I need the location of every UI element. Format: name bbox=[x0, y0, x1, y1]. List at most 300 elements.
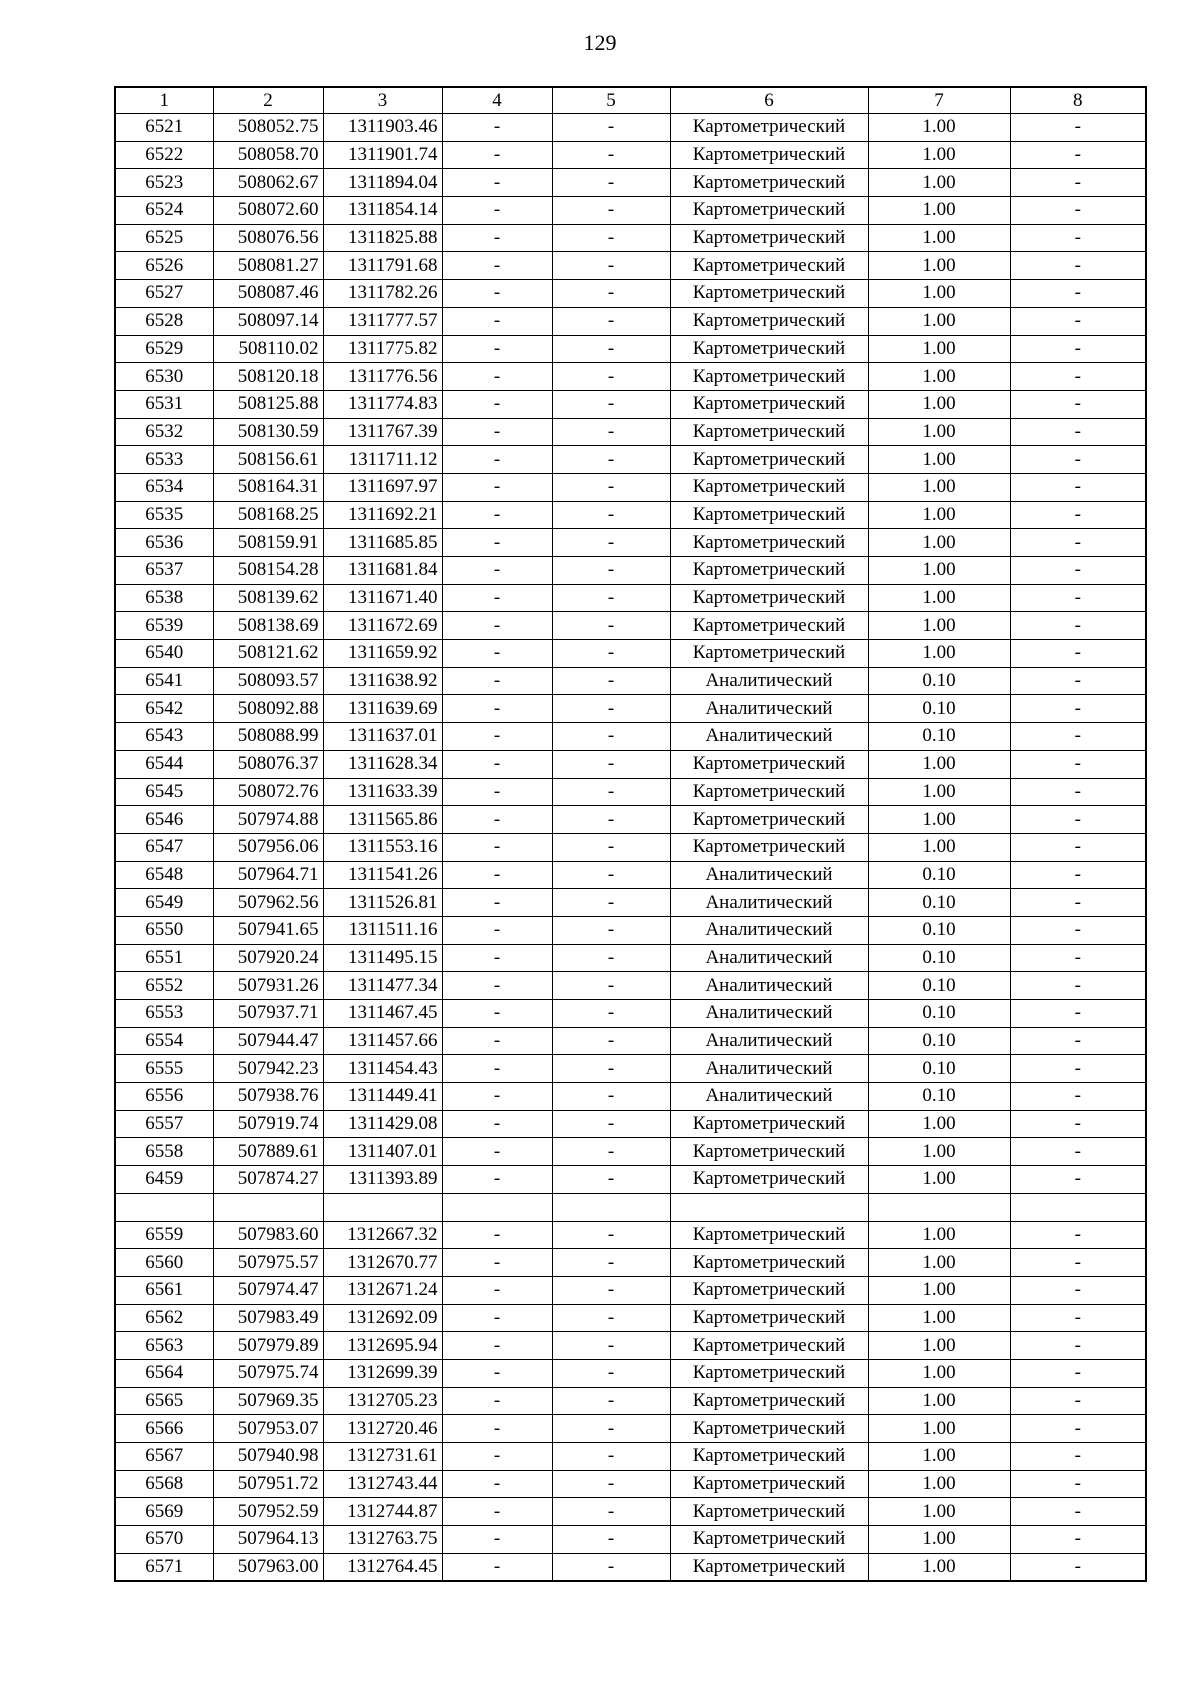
point-number-cell: 6550 bbox=[115, 916, 213, 944]
x-coordinate-cell: 507975.74 bbox=[213, 1359, 323, 1387]
point-number-cell: 6570 bbox=[115, 1526, 213, 1554]
point-number-cell: 6560 bbox=[115, 1249, 213, 1277]
point-number-cell: 6533 bbox=[115, 446, 213, 474]
y-coordinate-cell: 1312705.23 bbox=[323, 1387, 442, 1415]
column-4-cell: - bbox=[442, 889, 552, 917]
x-coordinate-cell: 507956.06 bbox=[213, 833, 323, 861]
y-coordinate-cell: 1311633.39 bbox=[323, 778, 442, 806]
point-number-cell bbox=[115, 1193, 213, 1221]
point-number-cell: 6542 bbox=[115, 695, 213, 723]
accuracy-cell: 1.00 bbox=[868, 1276, 1010, 1304]
column-4-cell: - bbox=[442, 1055, 552, 1083]
column-8-cell: - bbox=[1010, 1553, 1146, 1581]
column-4-cell: - bbox=[442, 197, 552, 225]
column-5-cell: - bbox=[552, 944, 670, 972]
column-8-cell: - bbox=[1010, 1027, 1146, 1055]
point-number-cell: 6563 bbox=[115, 1332, 213, 1360]
method-cell: Аналитический bbox=[670, 1055, 868, 1083]
x-coordinate-cell: 508120.18 bbox=[213, 363, 323, 391]
method-cell: Картометрический bbox=[670, 1498, 868, 1526]
y-coordinate-cell: 1312695.94 bbox=[323, 1332, 442, 1360]
column-4-cell: - bbox=[442, 916, 552, 944]
table-row bbox=[115, 1083, 1146, 1111]
column-8-cell: - bbox=[1010, 169, 1146, 197]
column-4-cell: - bbox=[442, 667, 552, 695]
table-row bbox=[115, 1055, 1146, 1083]
column-5-cell: - bbox=[552, 418, 670, 446]
method-cell: Картометрический bbox=[670, 778, 868, 806]
x-coordinate-cell: 507942.23 bbox=[213, 1055, 323, 1083]
y-coordinate-cell: 1311825.88 bbox=[323, 224, 442, 252]
accuracy-cell: 0.10 bbox=[868, 695, 1010, 723]
point-number-cell: 6556 bbox=[115, 1083, 213, 1111]
table-row bbox=[115, 224, 1146, 252]
column-4-cell: - bbox=[442, 224, 552, 252]
column-4-cell: - bbox=[442, 1138, 552, 1166]
column-4-cell: - bbox=[442, 1470, 552, 1498]
table-row bbox=[115, 473, 1146, 501]
column-4-cell: - bbox=[442, 1332, 552, 1360]
y-coordinate-cell: 1311775.82 bbox=[323, 335, 442, 363]
x-coordinate-cell: 508081.27 bbox=[213, 252, 323, 280]
column-8-cell: - bbox=[1010, 889, 1146, 917]
column-5-cell: - bbox=[552, 335, 670, 363]
accuracy-cell: 0.10 bbox=[868, 889, 1010, 917]
point-number-cell: 6523 bbox=[115, 169, 213, 197]
accuracy-cell: 1.00 bbox=[868, 584, 1010, 612]
point-number-cell: 6524 bbox=[115, 197, 213, 225]
column-4-cell: - bbox=[442, 557, 552, 585]
x-coordinate-cell: 508156.61 bbox=[213, 446, 323, 474]
column-header: 5 bbox=[552, 87, 670, 114]
method-cell: Картометрический bbox=[670, 1387, 868, 1415]
column-header: 8 bbox=[1010, 87, 1146, 114]
table-row bbox=[115, 1443, 1146, 1471]
x-coordinate-cell: 507963.00 bbox=[213, 1553, 323, 1581]
accuracy-cell: 1.00 bbox=[868, 640, 1010, 668]
point-number-cell: 6531 bbox=[115, 390, 213, 418]
x-coordinate-cell: 508138.69 bbox=[213, 612, 323, 640]
point-number-cell: 6548 bbox=[115, 861, 213, 889]
column-5-cell: - bbox=[552, 363, 670, 391]
method-cell: Картометрический bbox=[670, 280, 868, 308]
accuracy-cell: 1.00 bbox=[868, 307, 1010, 335]
method-cell: Аналитический bbox=[670, 1083, 868, 1111]
column-header: 4 bbox=[442, 87, 552, 114]
table-row bbox=[115, 1359, 1146, 1387]
column-5-cell: - bbox=[552, 141, 670, 169]
column-4-cell: - bbox=[442, 806, 552, 834]
method-cell: Картометрический bbox=[670, 529, 868, 557]
column-5-cell: - bbox=[552, 114, 670, 142]
y-coordinate-cell: 1312667.32 bbox=[323, 1221, 442, 1249]
accuracy-cell: 1.00 bbox=[868, 806, 1010, 834]
table-row bbox=[115, 1249, 1146, 1277]
accuracy-cell: 1.00 bbox=[868, 169, 1010, 197]
x-coordinate-cell: 507937.71 bbox=[213, 1000, 323, 1028]
column-4-cell: - bbox=[442, 695, 552, 723]
method-cell: Аналитический bbox=[670, 1000, 868, 1028]
table-row bbox=[115, 363, 1146, 391]
column-4-cell: - bbox=[442, 529, 552, 557]
column-4-cell: - bbox=[442, 1553, 552, 1581]
column-5-cell: - bbox=[552, 446, 670, 474]
table-row bbox=[115, 1000, 1146, 1028]
x-coordinate-cell: 508076.37 bbox=[213, 750, 323, 778]
point-number-cell: 6543 bbox=[115, 723, 213, 751]
table-row bbox=[115, 1304, 1146, 1332]
column-4-cell: - bbox=[442, 141, 552, 169]
point-number-cell: 6569 bbox=[115, 1498, 213, 1526]
column-5-cell: - bbox=[552, 169, 670, 197]
y-coordinate-cell: 1311791.68 bbox=[323, 252, 442, 280]
x-coordinate-cell: 507974.88 bbox=[213, 806, 323, 834]
column-4-cell: - bbox=[442, 1000, 552, 1028]
column-5-cell: - bbox=[552, 1304, 670, 1332]
column-5-cell: - bbox=[552, 1000, 670, 1028]
method-cell: Картометрический bbox=[670, 612, 868, 640]
point-number-cell: 6559 bbox=[115, 1221, 213, 1249]
x-coordinate-cell: 507944.47 bbox=[213, 1027, 323, 1055]
column-8-cell: - bbox=[1010, 667, 1146, 695]
y-coordinate-cell: 1311638.92 bbox=[323, 667, 442, 695]
column-5-cell: - bbox=[552, 529, 670, 557]
column-4-cell: - bbox=[442, 861, 552, 889]
column-8-cell: - bbox=[1010, 1415, 1146, 1443]
column-5-cell: - bbox=[552, 1249, 670, 1277]
point-number-cell: 6529 bbox=[115, 335, 213, 363]
y-coordinate-cell: 1312720.46 bbox=[323, 1415, 442, 1443]
point-number-cell: 6558 bbox=[115, 1138, 213, 1166]
table-row bbox=[115, 695, 1146, 723]
column-5-cell: - bbox=[552, 972, 670, 1000]
accuracy-cell: 1.00 bbox=[868, 557, 1010, 585]
column-5-cell: - bbox=[552, 750, 670, 778]
method-cell: Аналитический bbox=[670, 861, 868, 889]
method-cell: Картометрический bbox=[670, 114, 868, 142]
x-coordinate-cell: 508164.31 bbox=[213, 473, 323, 501]
x-coordinate-cell: 507974.47 bbox=[213, 1276, 323, 1304]
column-5-cell: - bbox=[552, 916, 670, 944]
table-row bbox=[115, 584, 1146, 612]
table-row bbox=[115, 114, 1146, 142]
y-coordinate-cell: 1311767.39 bbox=[323, 418, 442, 446]
column-5-cell: - bbox=[552, 833, 670, 861]
column-4-cell: - bbox=[442, 1221, 552, 1249]
column-5-cell: - bbox=[552, 1415, 670, 1443]
x-coordinate-cell: 508072.60 bbox=[213, 197, 323, 225]
table-row bbox=[115, 335, 1146, 363]
column-8-cell: - bbox=[1010, 1138, 1146, 1166]
accuracy-cell: 1.00 bbox=[868, 1221, 1010, 1249]
y-coordinate-cell: 1311854.14 bbox=[323, 197, 442, 225]
accuracy-cell: 1.00 bbox=[868, 1359, 1010, 1387]
column-4-cell: - bbox=[442, 1359, 552, 1387]
method-cell: Картометрический bbox=[670, 141, 868, 169]
column-4-cell: - bbox=[442, 1027, 552, 1055]
column-header: 6 bbox=[670, 87, 868, 114]
y-coordinate-cell: 1311454.43 bbox=[323, 1055, 442, 1083]
column-5-cell: - bbox=[552, 667, 670, 695]
point-number-cell: 6557 bbox=[115, 1110, 213, 1138]
point-number-cell: 6536 bbox=[115, 529, 213, 557]
method-cell: Картометрический bbox=[670, 1110, 868, 1138]
method-cell: Картометрический bbox=[670, 1304, 868, 1332]
y-coordinate-cell: 1311777.57 bbox=[323, 307, 442, 335]
x-coordinate-cell: 507983.60 bbox=[213, 1221, 323, 1249]
y-coordinate-cell: 1312743.44 bbox=[323, 1470, 442, 1498]
y-coordinate-cell bbox=[323, 1193, 442, 1221]
column-8-cell: - bbox=[1010, 723, 1146, 751]
point-number-cell: 6538 bbox=[115, 584, 213, 612]
y-coordinate-cell: 1311449.41 bbox=[323, 1083, 442, 1111]
method-cell: Картометрический bbox=[670, 584, 868, 612]
x-coordinate-cell bbox=[213, 1193, 323, 1221]
method-cell: Картометрический bbox=[670, 197, 868, 225]
method-cell: Картометрический bbox=[670, 307, 868, 335]
table-row bbox=[115, 833, 1146, 861]
point-number-cell: 6540 bbox=[115, 640, 213, 668]
x-coordinate-cell: 507919.74 bbox=[213, 1110, 323, 1138]
column-5-cell: - bbox=[552, 806, 670, 834]
point-number-cell: 6530 bbox=[115, 363, 213, 391]
column-4-cell: - bbox=[442, 972, 552, 1000]
table-row bbox=[115, 861, 1146, 889]
column-5-cell: - bbox=[552, 778, 670, 806]
accuracy-cell: 1.00 bbox=[868, 114, 1010, 142]
column-8-cell: - bbox=[1010, 695, 1146, 723]
column-4-cell: - bbox=[442, 1083, 552, 1111]
column-4-cell: - bbox=[442, 1443, 552, 1471]
column-5-cell: - bbox=[552, 1526, 670, 1554]
column-8-cell: - bbox=[1010, 833, 1146, 861]
column-5-cell: - bbox=[552, 723, 670, 751]
column-8-cell: - bbox=[1010, 1304, 1146, 1332]
column-5-cell: - bbox=[552, 1083, 670, 1111]
y-coordinate-cell: 1311672.69 bbox=[323, 612, 442, 640]
column-4-cell: - bbox=[442, 501, 552, 529]
table-row bbox=[115, 1276, 1146, 1304]
column-5-cell: - bbox=[552, 1055, 670, 1083]
coordinates-table bbox=[114, 86, 1147, 1582]
y-coordinate-cell: 1311685.85 bbox=[323, 529, 442, 557]
y-coordinate-cell: 1311477.34 bbox=[323, 972, 442, 1000]
column-8-cell: - bbox=[1010, 1359, 1146, 1387]
point-number-cell: 6545 bbox=[115, 778, 213, 806]
method-cell: Аналитический bbox=[670, 723, 868, 751]
column-4-cell: - bbox=[442, 307, 552, 335]
accuracy-cell: 1.00 bbox=[868, 335, 1010, 363]
point-number-cell: 6539 bbox=[115, 612, 213, 640]
method-cell: Аналитический bbox=[670, 944, 868, 972]
x-coordinate-cell: 508139.62 bbox=[213, 584, 323, 612]
table-row bbox=[115, 1415, 1146, 1443]
column-8-cell: - bbox=[1010, 501, 1146, 529]
accuracy-cell: 1.00 bbox=[868, 1553, 1010, 1581]
accuracy-cell: 1.00 bbox=[868, 1443, 1010, 1471]
table-row bbox=[115, 390, 1146, 418]
column-5-cell: - bbox=[552, 224, 670, 252]
method-cell: Картометрический bbox=[670, 363, 868, 391]
column-4-cell: - bbox=[442, 1526, 552, 1554]
column-8-cell: - bbox=[1010, 1055, 1146, 1083]
y-coordinate-cell: 1311553.16 bbox=[323, 833, 442, 861]
column-4-cell: - bbox=[442, 1304, 552, 1332]
column-8-cell: - bbox=[1010, 280, 1146, 308]
y-coordinate-cell: 1311457.66 bbox=[323, 1027, 442, 1055]
x-coordinate-cell: 508076.56 bbox=[213, 224, 323, 252]
column-5-cell: - bbox=[552, 1498, 670, 1526]
column-5-cell: - bbox=[552, 1166, 670, 1194]
accuracy-cell: 1.00 bbox=[868, 612, 1010, 640]
y-coordinate-cell: 1311393.89 bbox=[323, 1166, 442, 1194]
x-coordinate-cell: 508058.70 bbox=[213, 141, 323, 169]
x-coordinate-cell: 507874.27 bbox=[213, 1166, 323, 1194]
x-coordinate-cell: 507964.71 bbox=[213, 861, 323, 889]
x-coordinate-cell: 507952.59 bbox=[213, 1498, 323, 1526]
point-number-cell: 6552 bbox=[115, 972, 213, 1000]
column-5-cell: - bbox=[552, 612, 670, 640]
table-row bbox=[115, 252, 1146, 280]
column-5-cell: - bbox=[552, 252, 670, 280]
accuracy-cell: 0.10 bbox=[868, 723, 1010, 751]
method-cell: Картометрический bbox=[670, 1138, 868, 1166]
column-4-cell: - bbox=[442, 833, 552, 861]
point-number-cell: 6522 bbox=[115, 141, 213, 169]
table-row bbox=[115, 640, 1146, 668]
column-8-cell: - bbox=[1010, 612, 1146, 640]
point-number-cell: 6459 bbox=[115, 1166, 213, 1194]
method-cell: Картометрический bbox=[670, 1332, 868, 1360]
y-coordinate-cell: 1312763.75 bbox=[323, 1526, 442, 1554]
method-cell: Картометрический bbox=[670, 1526, 868, 1554]
column-4-cell: - bbox=[442, 1249, 552, 1277]
accuracy-cell: 0.10 bbox=[868, 1055, 1010, 1083]
accuracy-cell: 1.00 bbox=[868, 1138, 1010, 1166]
accuracy-cell: 1.00 bbox=[868, 141, 1010, 169]
x-coordinate-cell: 508130.59 bbox=[213, 418, 323, 446]
y-coordinate-cell: 1311776.56 bbox=[323, 363, 442, 391]
point-number-cell: 6544 bbox=[115, 750, 213, 778]
y-coordinate-cell: 1311774.83 bbox=[323, 390, 442, 418]
point-number-cell: 6527 bbox=[115, 280, 213, 308]
column-5-cell: - bbox=[552, 501, 670, 529]
accuracy-cell: 1.00 bbox=[868, 197, 1010, 225]
column-4-cell: - bbox=[442, 612, 552, 640]
point-number-cell: 6571 bbox=[115, 1553, 213, 1581]
column-5-cell: - bbox=[552, 1221, 670, 1249]
accuracy-cell: 1.00 bbox=[868, 1415, 1010, 1443]
accuracy-cell: 1.00 bbox=[868, 1526, 1010, 1554]
method-cell: Картометрический bbox=[670, 1166, 868, 1194]
table-row bbox=[115, 1138, 1146, 1166]
y-coordinate-cell: 1311894.04 bbox=[323, 169, 442, 197]
table-row bbox=[115, 557, 1146, 585]
method-cell: Картометрический bbox=[670, 390, 868, 418]
column-8-cell: - bbox=[1010, 252, 1146, 280]
x-coordinate-cell: 508121.62 bbox=[213, 640, 323, 668]
table-row bbox=[115, 446, 1146, 474]
table-row bbox=[115, 1526, 1146, 1554]
column-8-cell: - bbox=[1010, 224, 1146, 252]
point-number-cell: 6537 bbox=[115, 557, 213, 585]
accuracy-cell: 0.10 bbox=[868, 944, 1010, 972]
column-8-cell: - bbox=[1010, 1249, 1146, 1277]
table-row bbox=[115, 1193, 1146, 1221]
column-8-cell: - bbox=[1010, 1443, 1146, 1471]
column-4-cell: - bbox=[442, 640, 552, 668]
accuracy-cell: 1.00 bbox=[868, 363, 1010, 391]
accuracy-cell: 0.10 bbox=[868, 972, 1010, 1000]
method-cell: Картометрический bbox=[670, 1443, 868, 1471]
accuracy-cell: 1.00 bbox=[868, 1249, 1010, 1277]
column-8-cell: - bbox=[1010, 778, 1146, 806]
column-8-cell: - bbox=[1010, 640, 1146, 668]
method-cell: Картометрический bbox=[670, 224, 868, 252]
method-cell: Аналитический bbox=[670, 1027, 868, 1055]
x-coordinate-cell: 507940.98 bbox=[213, 1443, 323, 1471]
x-coordinate-cell: 508092.88 bbox=[213, 695, 323, 723]
table-row bbox=[115, 169, 1146, 197]
point-number-cell: 6553 bbox=[115, 1000, 213, 1028]
column-8-cell: - bbox=[1010, 1221, 1146, 1249]
x-coordinate-cell: 508154.28 bbox=[213, 557, 323, 585]
x-coordinate-cell: 507969.35 bbox=[213, 1387, 323, 1415]
column-header: 7 bbox=[868, 87, 1010, 114]
table-row bbox=[115, 612, 1146, 640]
table-row bbox=[115, 1110, 1146, 1138]
accuracy-cell: 0.10 bbox=[868, 1027, 1010, 1055]
column-8-cell: - bbox=[1010, 584, 1146, 612]
accuracy-cell: 0.10 bbox=[868, 861, 1010, 889]
table-row bbox=[115, 1166, 1146, 1194]
accuracy-cell: 1.00 bbox=[868, 529, 1010, 557]
column-4-cell: - bbox=[442, 335, 552, 363]
accuracy-cell: 1.00 bbox=[868, 1387, 1010, 1415]
column-4-cell: - bbox=[442, 723, 552, 751]
y-coordinate-cell: 1311903.46 bbox=[323, 114, 442, 142]
column-8-cell: - bbox=[1010, 1498, 1146, 1526]
x-coordinate-cell: 507983.49 bbox=[213, 1304, 323, 1332]
y-coordinate-cell: 1311541.26 bbox=[323, 861, 442, 889]
method-cell: Картометрический bbox=[670, 1249, 868, 1277]
point-number-cell: 6532 bbox=[115, 418, 213, 446]
point-number-cell: 6551 bbox=[115, 944, 213, 972]
y-coordinate-cell: 1311671.40 bbox=[323, 584, 442, 612]
point-number-cell: 6528 bbox=[115, 307, 213, 335]
accuracy-cell: 1.00 bbox=[868, 833, 1010, 861]
y-coordinate-cell: 1311681.84 bbox=[323, 557, 442, 585]
method-cell: Картометрический bbox=[670, 750, 868, 778]
column-5-cell: - bbox=[552, 1387, 670, 1415]
x-coordinate-cell: 507979.89 bbox=[213, 1332, 323, 1360]
y-coordinate-cell: 1311467.45 bbox=[323, 1000, 442, 1028]
column-8-cell: - bbox=[1010, 141, 1146, 169]
table-row bbox=[115, 1470, 1146, 1498]
y-coordinate-cell: 1311782.26 bbox=[323, 280, 442, 308]
column-4-cell: - bbox=[442, 446, 552, 474]
x-coordinate-cell: 508087.46 bbox=[213, 280, 323, 308]
method-cell: Картометрический bbox=[670, 1276, 868, 1304]
column-header: 2 bbox=[213, 87, 323, 114]
y-coordinate-cell: 1311901.74 bbox=[323, 141, 442, 169]
x-coordinate-cell: 507953.07 bbox=[213, 1415, 323, 1443]
y-coordinate-cell: 1311637.01 bbox=[323, 723, 442, 751]
column-5-cell: - bbox=[552, 307, 670, 335]
column-8-cell: - bbox=[1010, 363, 1146, 391]
table-row bbox=[115, 307, 1146, 335]
column-5-cell: - bbox=[552, 1470, 670, 1498]
